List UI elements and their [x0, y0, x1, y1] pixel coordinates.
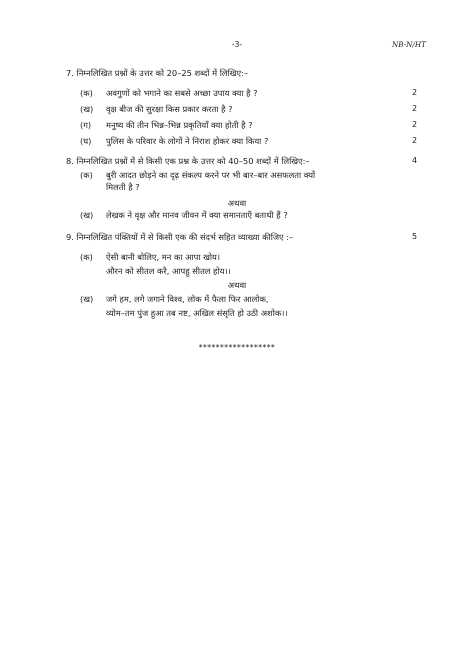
q7-item-label: (ख)	[80, 104, 94, 114]
q9-a-line2: औरन को सीतल करै, आपहु सीतल होय।।	[106, 266, 231, 276]
q8-b-label: (ख)	[80, 210, 94, 220]
q7-item-marks: 2	[412, 120, 418, 129]
page-number: -3-	[231, 40, 243, 49]
q8-title: 8. निम्नलिखित प्रश्नों में से किसी एक प्रश्न के उत्तर को 40–50 शब्दों में लिखिए:–	[66, 156, 310, 166]
end-of-paper-marker: ******************	[198, 343, 276, 352]
q7-title: 7. निम्नलिखित प्रश्नों के उत्तर को 20–25 शब्दों में लिखिए:–	[66, 68, 248, 78]
q7-item-text: मनुष्य की तीन भिन्न–भिन्न प्रकृतियाँ क्या होती है ?	[106, 120, 253, 130]
q9-b-line2: व्योम–तम पुंज हुआ तब नष्ट, अखिल संसृति हो उठी अशोक।।	[106, 308, 288, 318]
q8-or: अथवा	[227, 198, 247, 208]
q7-item-text: अवगुणों को भगाने का सबसे अच्छा उपाय क्या है ?	[106, 88, 258, 98]
q7-item-label: (ग)	[80, 120, 92, 130]
q7-item-label: (घ)	[80, 136, 92, 146]
paper-code: NB-N/HT	[392, 40, 426, 49]
q8-b-text: लेखक ने वृक्ष और मानव जीवन में क्या समानताएँ बताथी हैं ?	[106, 210, 288, 220]
q9-b-line1: जगे हम, लगे जगाने विश्व, लोक में फैला फिर आलोक,	[106, 294, 269, 304]
q9-b-label: (ख)	[80, 294, 94, 304]
q9-a-label: (क)	[80, 252, 93, 262]
q7-item-text: वृक्ष बीज की सुरक्षा किस प्रकार करता है ?	[106, 104, 233, 114]
q9-or: अथवा	[227, 280, 247, 290]
q9-marks: 5	[412, 232, 418, 241]
q7-item-label: (क)	[80, 88, 93, 98]
q8-a-line2: मिलती है ?	[106, 182, 140, 192]
q7-item-marks: 2	[412, 88, 418, 97]
q8-a-label: (क)	[80, 170, 93, 180]
q9-title: 9. निम्नलिखित पंक्तियों में से किसी एक की संदर्भ सहित व्याख्या कीजिए :–	[66, 232, 294, 242]
q7-item-marks: 2	[412, 136, 418, 145]
q8-a-line1: बुरी आदत छोड़ने का दृढ़ संकल्प करने पर भी बार–बार असफलता क्यों	[106, 170, 316, 180]
q7-item-marks: 2	[412, 104, 418, 113]
q8-marks: 4	[412, 156, 418, 165]
q9-a-line1: ऐसी बानी बोलिए, मन का आपा खोय।	[106, 252, 221, 262]
q7-item-text: पुलिस के परिवार के लोगों ने निराश होकर क्या किया ?	[106, 136, 269, 146]
